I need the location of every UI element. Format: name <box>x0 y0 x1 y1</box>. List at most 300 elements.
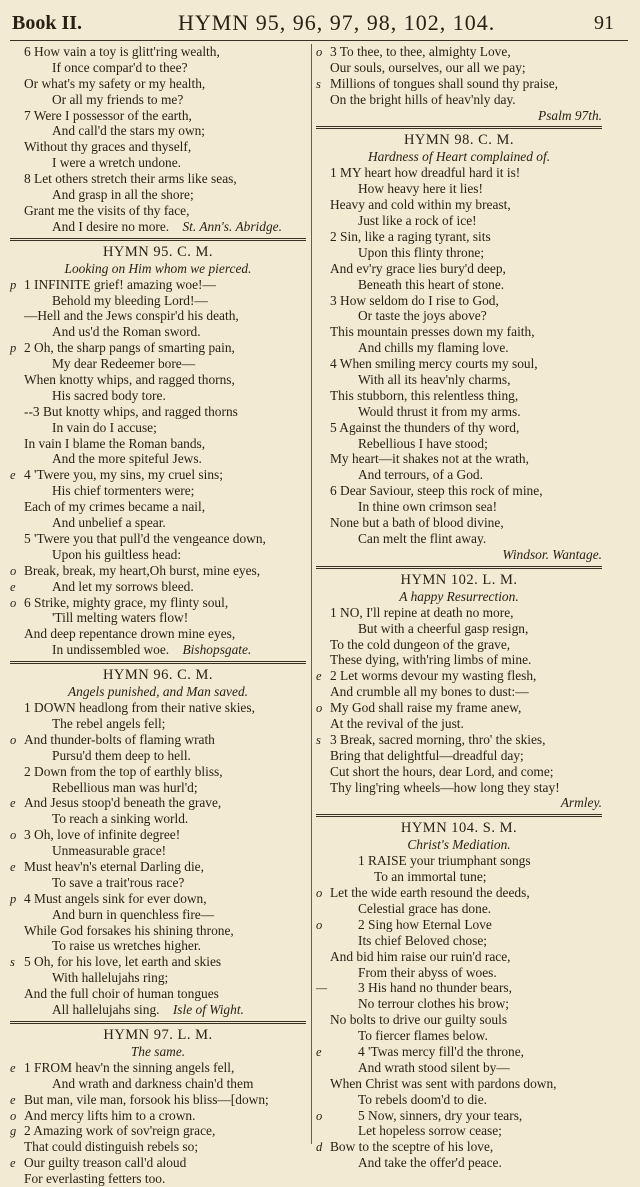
verse-text: And wrath stood silent by— <box>358 1059 510 1075</box>
verse-text: Celestial grace has done. <box>358 900 492 916</box>
verse-text: Rebellious I have stood; <box>358 435 488 451</box>
verse-line <box>10 1171 306 1187</box>
verse-line <box>316 605 602 621</box>
prev-hymn-end-right <box>316 44 602 123</box>
verse-line <box>316 1028 602 1044</box>
verse-text: The rebel angels fell; <box>52 715 166 731</box>
dynamic-marking: o <box>316 701 323 716</box>
verse-text: And ev'ry grace lies bury'd deep, <box>330 260 506 276</box>
verse-text: Must heav'n's eternal Darling die, <box>24 858 204 874</box>
verse-line <box>10 1060 306 1076</box>
dynamic-marking: e <box>316 1044 322 1059</box>
verse-line <box>316 92 602 108</box>
verse-line <box>10 626 306 642</box>
verse-line <box>316 340 602 356</box>
verse-line <box>10 811 306 827</box>
dynamic-marking: o <box>10 595 17 610</box>
verse-line <box>10 420 306 436</box>
verse-text: And bid him raise our ruin'd race, <box>330 948 511 964</box>
dynamic-marking: — <box>316 981 328 996</box>
verse-text: And grasp in all the shore; <box>52 187 194 203</box>
verse-line <box>316 637 602 653</box>
verse-text: And mercy lifts him to a crown. <box>24 1107 196 1123</box>
dynamic-marking: o <box>10 563 17 578</box>
hymn-subtitle: Looking on Him whom we pierced. <box>64 260 252 276</box>
verse-line <box>316 869 602 885</box>
verse-line <box>10 324 306 340</box>
verse-line <box>10 123 306 139</box>
verse-text: To an immortal tune; <box>374 869 487 885</box>
verse-text: Heavy and cold within my breast, <box>330 197 511 213</box>
dynamic-marking: e <box>10 1092 16 1107</box>
verse-line <box>316 885 602 901</box>
dynamic-marking: e <box>10 1060 16 1075</box>
hymn-97 <box>10 1026 306 1187</box>
dynamic-marking: p <box>10 891 17 906</box>
verse-line <box>10 219 306 235</box>
verse-text: To the cold dungeon of the grave, <box>330 636 511 652</box>
verse-line <box>316 181 602 197</box>
verse-line <box>10 108 306 124</box>
verse-text: And unbelief a spear. <box>52 515 166 531</box>
verse-line <box>316 996 602 1012</box>
verse-line <box>316 108 602 124</box>
verse-text: 1 DOWN headlong from their native skies, <box>24 700 255 716</box>
verse-line <box>10 827 306 843</box>
verse-text: Can melt the flint away. <box>358 530 487 546</box>
verse-line <box>316 949 602 965</box>
verse-text: 1 NO, I'll repine at death no more, <box>330 604 514 620</box>
hymn-subtitle: The same. <box>130 1043 186 1059</box>
verse-text: 2 Down from the top of earthly bliss, <box>24 763 223 779</box>
verse-line <box>10 356 306 372</box>
verse-text: And chills my flaming love. <box>358 340 509 356</box>
hymn-title: HYMN 98. C. M. <box>403 132 515 149</box>
verse-text: None but a bath of blood divine, <box>330 515 504 531</box>
hymn-verses <box>10 277 306 658</box>
verse-line <box>10 1108 306 1124</box>
right-column <box>316 44 602 1171</box>
verse-line <box>10 531 306 547</box>
section-rule <box>316 566 602 569</box>
verse-text: All hallelujahs sing. <box>52 1001 160 1017</box>
verse-line <box>10 436 306 452</box>
column-divider <box>311 44 312 1144</box>
section-rule <box>10 1021 306 1024</box>
verse-text: To reach a sinking world. <box>52 811 189 827</box>
verse-text: My dear Redeemer bore— <box>52 356 196 372</box>
verse-text: 3 To thee, to thee, almighty Love, <box>330 44 511 59</box>
page-header <box>10 6 628 41</box>
hymn-104 <box>316 819 602 1171</box>
verse-line <box>316 245 602 261</box>
verse-line <box>316 197 602 213</box>
verse-line <box>316 1012 602 1028</box>
hymn-subtitle: Hardness of Heart complained of. <box>367 149 551 165</box>
verse-text: And the more spiteful Jews. <box>52 451 202 467</box>
verse-line <box>316 965 602 981</box>
verse-text: 2 Amazing work of sov'reign grace, <box>24 1123 216 1139</box>
verse-text: 1 MY heart how dreadful hard it is! <box>330 165 521 181</box>
verse-line <box>316 293 602 309</box>
verse-text: In thine own crimson sea! <box>358 499 498 515</box>
verse-text: With hallelujahs ring; <box>52 970 169 986</box>
verse-text: Behold my bleeding Lord!— <box>52 292 208 308</box>
verse-line <box>316 764 602 780</box>
dynamic-marking: s <box>10 955 15 970</box>
verse-line <box>316 44 602 60</box>
hymn-98 <box>316 131 602 562</box>
verse-line <box>10 891 306 907</box>
verse-line <box>316 795 602 811</box>
verse-text: --3 But knotty whips, and ragged thorns <box>24 403 238 419</box>
tune-name: Armley. <box>560 795 602 811</box>
verse-text: And take the offer'd peace. <box>358 1155 502 1171</box>
verse-text: 4 'Twas mercy fill'd the throne, <box>358 1043 525 1059</box>
dynamic-marking: e <box>10 1156 16 1171</box>
verse-text: In vain I blame the Roman bands, <box>24 435 206 451</box>
verse-line <box>316 436 602 452</box>
verse-line <box>10 748 306 764</box>
verse-text: No terrour clothes his brow; <box>358 996 509 1012</box>
verse-line <box>316 621 602 637</box>
verse-text: My heart—it shakes not at the wrath, <box>330 451 529 467</box>
verse-line <box>316 684 602 700</box>
verse-text: 2 Let worms devour my wasting flesh, <box>330 668 537 684</box>
verse-line <box>10 732 306 748</box>
verse-line <box>316 901 602 917</box>
verse-text: Its chief Beloved chose; <box>358 932 488 948</box>
verse-text: Our guilty treason call'd aloud <box>24 1155 187 1171</box>
verse-line <box>10 60 306 76</box>
verse-text: On the bright hills of heav'nly day. <box>330 91 516 107</box>
hymn-subtitle: Angels punished, and Man saved. <box>67 684 248 700</box>
hymn-verses <box>316 853 602 1171</box>
verse-line <box>10 795 306 811</box>
tune-name: St. Ann's. Abridge. <box>179 218 282 234</box>
verse-line <box>316 531 602 547</box>
dynamic-marking: p <box>10 277 17 292</box>
hymn-subtitle: A happy Resurrection. <box>399 588 519 604</box>
verse-text: 3 Break, sacred morning, thro' the skies, <box>330 731 546 747</box>
verse-line <box>316 483 602 499</box>
verse-text: To fiercer flames below. <box>358 1028 488 1044</box>
verse-text: Rebellious man was hurl'd; <box>52 779 198 795</box>
verse-line <box>10 875 306 891</box>
verse-text: And thunder-bolts of flaming wrath <box>24 731 215 747</box>
verse-line <box>316 1155 602 1171</box>
verse-text: This mountain presses down my faith, <box>330 324 535 340</box>
verse-line <box>10 76 306 92</box>
verse-line <box>10 642 306 658</box>
left-column <box>10 44 306 1187</box>
verse-line <box>10 483 306 499</box>
tune-name: Psalm 97th. <box>538 107 602 123</box>
verse-line <box>316 451 602 467</box>
verse-line <box>316 388 602 404</box>
verse-line <box>10 44 306 60</box>
verse-line <box>316 404 602 420</box>
tune-name: Windsor. Wantage. <box>502 546 602 562</box>
hymn-title: HYMN 95. C. M. <box>102 243 214 260</box>
verse-line <box>316 261 602 277</box>
verse-text: 6 Strike, mighty grace, my flinty soul, <box>24 594 229 610</box>
verse-text: Without thy graces and thyself, <box>24 139 192 155</box>
verse-line <box>316 1108 602 1124</box>
verse-line <box>316 700 602 716</box>
verse-line <box>10 293 306 309</box>
verse-text: 5 Now, sinners, dry your tears, <box>358 1107 523 1123</box>
verse-text: 4 'Twere you, my sins, my cruel sins; <box>24 467 223 483</box>
verse-line <box>316 277 602 293</box>
verse-line <box>10 764 306 780</box>
prev-hymn-end-left <box>10 44 306 235</box>
verse-text: Our souls, ourselves, our all we pay; <box>330 59 526 75</box>
verse-line <box>10 716 306 732</box>
verse-text: 3 How seldom do I rise to God, <box>330 292 499 308</box>
verse-line <box>10 499 306 515</box>
hymn-title: HYMN 97. L. M. <box>103 1026 213 1043</box>
dynamic-marking: d <box>316 1140 323 1155</box>
verse-text: Upon this flinty throne; <box>358 244 485 260</box>
verse-text: In undissembled woe. <box>52 642 170 658</box>
verse-line <box>10 340 306 356</box>
dynamic-marking: o <box>316 45 323 59</box>
verse-text: While God forsakes his shining throne, <box>24 922 234 938</box>
hymn-verses <box>316 165 602 562</box>
verse-line <box>316 732 602 748</box>
verse-text: His sacred body tore. <box>52 387 166 403</box>
hymn-verses <box>10 700 306 1018</box>
verse-text: 5 Against the thunders of thy word, <box>330 419 520 435</box>
verse-text: Millions of tongues shall sound thy praise, <box>330 75 559 91</box>
verse-line <box>316 1092 602 1108</box>
section-rule <box>316 126 602 129</box>
verse-text: Cut short the hours, dear Lord, and come; <box>330 763 554 779</box>
verse-text: Break, break, my heart,Oh burst, mine eyes, <box>24 562 261 578</box>
verse-text: Pursu'd them deep to hell. <box>52 747 191 763</box>
book-label: Book II. <box>12 12 83 34</box>
verse-text: 8 Let others stretch their arms like seas, <box>24 171 237 187</box>
hymn-verses <box>10 1060 306 1187</box>
dynamic-marking: e <box>10 859 16 874</box>
verse-text: To raise us wretches higher. <box>52 938 201 954</box>
verse-line <box>10 1139 306 1155</box>
verse-text: And deep repentance drown mine eyes, <box>24 626 236 642</box>
dynamic-marking: e <box>10 579 16 594</box>
verse-text: Beneath this heart of stone. <box>358 276 505 292</box>
verse-line <box>10 610 306 626</box>
verse-text: And let my sorrows bleed. <box>52 578 194 594</box>
dynamic-marking: o <box>10 1108 17 1123</box>
verse-text: When Christ was sent with pardons down, <box>330 1075 557 1091</box>
section-rule <box>10 238 306 241</box>
verse-line <box>316 60 602 76</box>
verse-text: Or taste the joys above? <box>358 308 487 324</box>
verse-text: Upon his guiltless head: <box>52 546 182 562</box>
verse-line <box>316 308 602 324</box>
verse-text: 1 INFINITE grief! amazing woe!— <box>24 276 216 292</box>
verse-text: But man, vile man, forsook his bliss—[down; <box>24 1091 269 1107</box>
verse-text: Would thrust it from my arms. <box>358 403 521 419</box>
verse-text: —Hell and the Jews conspir'd his death, <box>24 308 239 324</box>
verse-line <box>316 748 602 764</box>
verse-line <box>10 515 306 531</box>
verse-line <box>10 970 306 986</box>
verse-line <box>10 1076 306 1092</box>
verse-line <box>10 203 306 219</box>
verse-text: Just like a rock of ice! <box>358 213 477 229</box>
dynamic-marking: s <box>316 76 321 91</box>
verse-line <box>10 277 306 293</box>
verse-text: His chief tormenters were; <box>52 483 195 499</box>
dynamic-marking: o <box>316 886 323 901</box>
verse-line <box>316 853 602 869</box>
verse-text: For everlasting fetters too. <box>24 1171 166 1187</box>
hymn-96 <box>10 666 306 1018</box>
running-title: HYMN 95, 96, 97, 98, 102, 104. <box>178 10 496 35</box>
verse-text: In vain do I accuse; <box>52 419 157 435</box>
verse-text: 4 When smiling mercy courts my soul, <box>330 356 538 372</box>
verse-text: Grant me the visits of thy face, <box>24 202 190 218</box>
hymn-title: HYMN 104. S. M. <box>400 820 518 837</box>
verse-text: 3 Oh, love of infinite degree! <box>24 827 181 843</box>
verse-text: 1 FROM heav'n the sinning angels fell, <box>24 1059 235 1075</box>
verse-text: And I desire no more. <box>52 218 170 234</box>
verse-text: And call'd the stars my own; <box>52 123 206 139</box>
section-rule <box>316 814 602 817</box>
verse-line <box>10 155 306 171</box>
verse-text: 2 Sin, like a raging tyrant, sits <box>330 229 491 245</box>
verse-line <box>316 1060 602 1076</box>
tune-name: Isle of Wight. <box>169 1001 244 1017</box>
verse-text: And crumble all my bones to dust:— <box>330 684 529 700</box>
verse-text: Or all my friends to me? <box>52 91 184 107</box>
verse-line <box>316 515 602 531</box>
verse-line <box>10 780 306 796</box>
section-rule <box>10 661 306 664</box>
verse-line <box>316 1076 602 1092</box>
verse-line <box>316 499 602 515</box>
verse-text: 6 Dear Saviour, steep this rock of mine, <box>330 483 543 499</box>
verse-line <box>10 907 306 923</box>
hymn-title: HYMN 96. C. M. <box>102 667 214 684</box>
verse-line <box>10 92 306 108</box>
verse-line <box>10 986 306 1002</box>
verse-line <box>316 1139 602 1155</box>
dynamic-marking: g <box>10 1124 17 1139</box>
verse-line <box>10 579 306 595</box>
verse-line <box>316 1044 602 1060</box>
verse-line <box>316 716 602 732</box>
verse-line <box>10 954 306 970</box>
verse-line <box>10 388 306 404</box>
verse-line <box>10 547 306 563</box>
verse-line <box>316 980 602 996</box>
verse-line <box>316 165 602 181</box>
verse-line <box>316 547 602 563</box>
verse-text: And Jesus stoop'd beneath the grave, <box>24 795 222 811</box>
verse-text: Let hopeless sorrow cease; <box>358 1123 502 1139</box>
verse-line <box>10 923 306 939</box>
verse-text: 2 Sing how Eternal Love <box>358 916 492 932</box>
dynamic-marking: p <box>10 341 17 356</box>
verse-text: And us'd the Roman sword. <box>52 324 201 340</box>
dynamic-marking: e <box>10 796 16 811</box>
dynamic-marking: o <box>10 732 17 747</box>
verse-text: 2 Oh, the sharp pangs of smarting pain, <box>24 340 235 356</box>
verse-text: When knotty whips, and ragged thorns, <box>24 372 235 388</box>
verse-line <box>316 780 602 796</box>
hymn-102 <box>316 571 602 812</box>
verse-line <box>10 404 306 420</box>
verse-line <box>10 451 306 467</box>
verse-text: These dying, with'ring limbs of mine. <box>330 652 532 668</box>
verse-text: But with a cheerful gasp resign, <box>358 620 529 636</box>
verse-line <box>316 76 602 92</box>
verse-line <box>10 859 306 875</box>
verse-text: I were a wretch undone. <box>52 155 182 171</box>
verse-line <box>10 171 306 187</box>
hymn-verses <box>316 605 602 812</box>
verse-text: 5 Oh, for his love, let earth and skies <box>24 954 222 970</box>
verse-text: With all its heav'nly charms, <box>358 372 511 388</box>
verse-text: To rebels doom'd to die. <box>358 1091 488 1107</box>
verse-line <box>10 139 306 155</box>
verse-text: Unmeasurable grace! <box>52 843 167 859</box>
verse-line <box>10 1092 306 1108</box>
verse-text: 3 His hand no thunder bears, <box>358 980 512 996</box>
hymn-subtitle: Christ's Mediation. <box>407 837 511 853</box>
verse-text: Bow to the sceptre of his love, <box>330 1139 494 1155</box>
verse-line <box>10 372 306 388</box>
verse-text: At the revival of the just. <box>330 715 464 731</box>
verse-text: And burn in quenchless fire— <box>52 906 215 922</box>
verse-text: Each of my crimes became a nail, <box>24 499 206 515</box>
verse-line <box>10 700 306 716</box>
verse-line <box>316 917 602 933</box>
verse-text: 1 RAISE your triumphant songs <box>358 853 531 869</box>
verse-text: 7 Were I possessor of the earth, <box>24 107 192 123</box>
verse-line <box>10 308 306 324</box>
verse-line <box>316 420 602 436</box>
verse-text: This stubborn, this relentless thing, <box>330 387 519 403</box>
verse-text: If once compar'd to thee? <box>52 59 188 75</box>
verse-line <box>10 595 306 611</box>
verse-line <box>10 938 306 954</box>
dynamic-marking: o <box>316 917 323 932</box>
verse-line <box>10 467 306 483</box>
verse-line <box>10 1002 306 1018</box>
hymn-title: HYMN 102. L. M. <box>400 571 518 588</box>
verse-line <box>316 356 602 372</box>
verse-line <box>316 229 602 245</box>
verse-text: And the full choir of human tongues <box>24 986 219 1002</box>
verse-text: And wrath and darkness chain'd them <box>52 1075 254 1091</box>
verse-text: How heavy here it lies! <box>358 181 483 197</box>
verse-text: From their abyss of woes. <box>358 964 497 980</box>
verse-text: That could distinguish rebels so; <box>24 1139 199 1155</box>
dynamic-marking: o <box>10 828 17 843</box>
verse-line <box>316 1123 602 1139</box>
verse-line <box>10 187 306 203</box>
verse-line <box>10 1123 306 1139</box>
dynamic-marking: o <box>316 1108 323 1123</box>
verse-text: No bolts to drive our guilty souls <box>330 1012 508 1028</box>
verse-line <box>316 213 602 229</box>
verse-text: 5 'Twere you that pull'd the vengeance down, <box>24 530 266 546</box>
verse-text: To save a trait'rous race? <box>52 874 185 890</box>
